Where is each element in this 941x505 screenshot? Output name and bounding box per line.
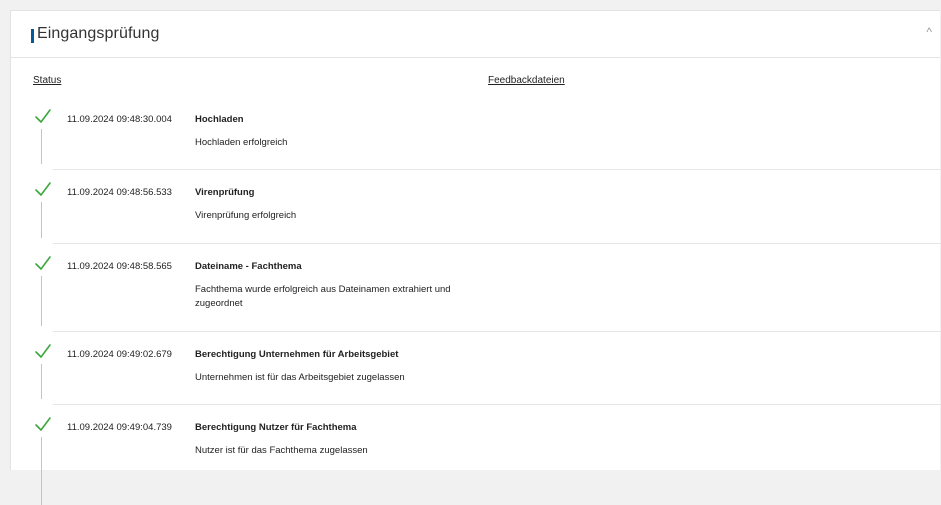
step-timestamp: 11.09.2024 09:49:02.679 [67,349,172,360]
step-description: Unternehmen ist für das Arbeitsgebiet zugelassen [195,372,405,383]
step-timestamp: 11.09.2024 09:49:04.739 [67,422,172,433]
step-title: Hochladen [195,114,244,125]
step-description: Virenprüfung erfolgreich [195,210,297,221]
panel-title: Eingangsprüfung [37,25,160,42]
step-title: Virenprüfung [195,187,255,198]
eingangspruefung-panel [10,10,940,470]
step-timestamp: 11.09.2024 09:48:58.565 [67,261,172,272]
step-title: Dateiname - Fachthema [195,261,302,272]
column-header-status[interactable]: Status [33,75,62,86]
timeline-connector [41,202,42,238]
check-icon [35,256,51,270]
timeline-connector [41,129,42,164]
step-description: Fachthema wurde erfolgreich aus Dateinamen extrahiert und zugeordnet [195,284,451,309]
status-step [11,405,941,485]
check-icon [35,417,51,431]
step-title: Berechtigung Nutzer für Fachthema [195,422,357,433]
status-step-list [11,97,941,485]
step-description: Nutzer ist für das Fachthema zugelassen [195,445,368,456]
panel-header[interactable] [11,11,940,58]
timeline-connector [41,364,42,399]
check-icon [35,344,51,358]
title-accent-bar [31,29,34,43]
check-icon [35,182,51,196]
status-step [11,244,941,332]
status-step [11,332,941,405]
timeline-connector [41,437,42,505]
step-timestamp: 11.09.2024 09:48:30.004 [67,114,172,125]
check-icon [35,109,51,123]
step-title: Berechtigung Unternehmen für Arbeitsgebiet [195,349,399,360]
status-step [11,170,941,244]
status-step [11,97,941,170]
step-description: Hochladen erfolgreich [195,137,288,148]
step-timestamp: 11.09.2024 09:48:56.533 [67,187,172,198]
column-header-feedbackdateien[interactable]: Feedbackdateien [488,75,565,86]
chevron-up-icon[interactable]: ^ [926,25,932,39]
timeline-connector [41,276,42,326]
